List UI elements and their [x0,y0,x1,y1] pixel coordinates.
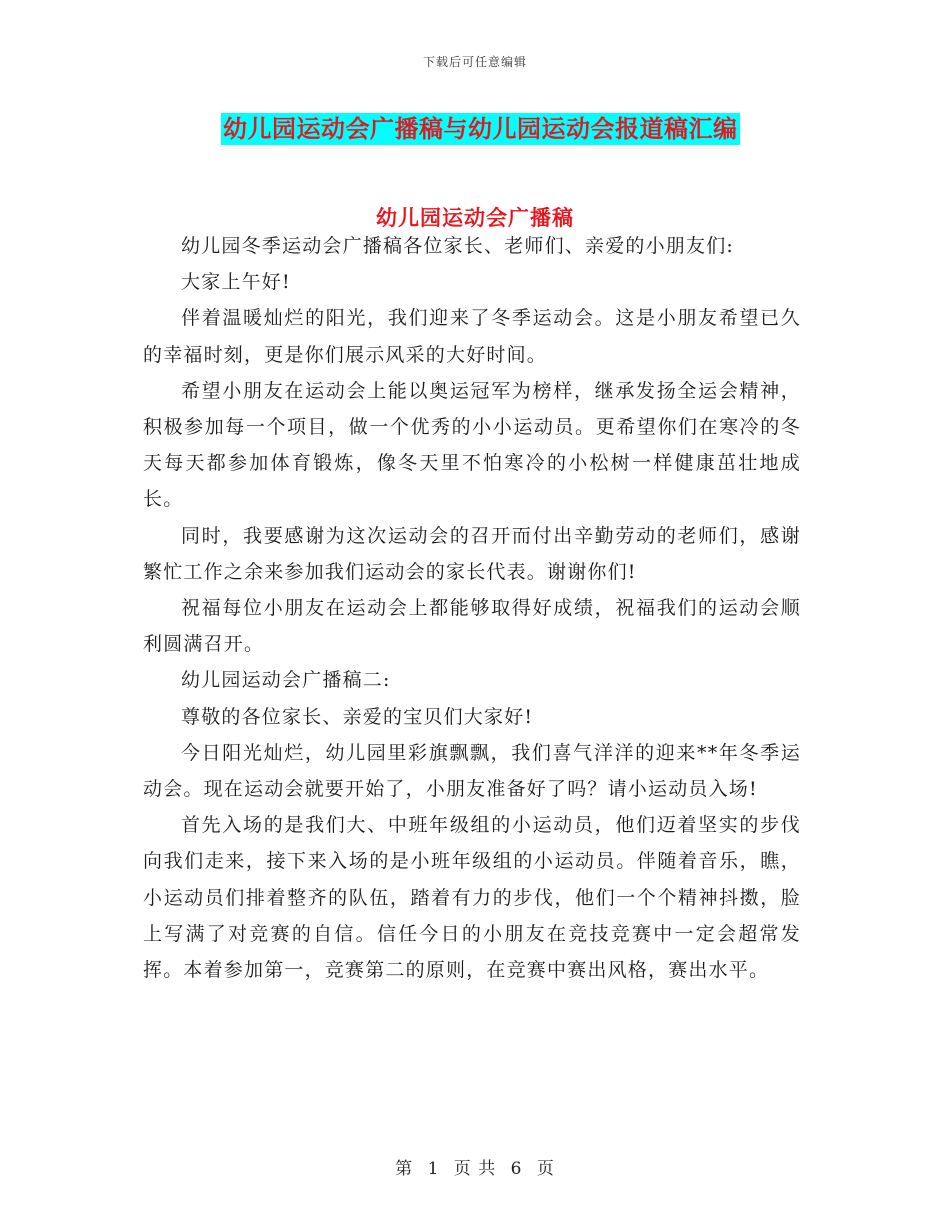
body-text [143,228,801,988]
paragraph: 首先入场的是我们大、中班年级组的小运动员，他们迈着坚实的步伐向我们走来，接下来入场的是小班年级组的小运动员。伴随着音乐，瞧，小运动员们排着整齐的队伍，踏着有力的步伐，他们一个个精神抖擞，脸上写满了对竞赛的自信。信任今日的小朋友在竞技竞赛中一定会超常发挥。本着参加第一，竞赛第二的原则，在竞赛中赛出风格，赛出水平。 [143,814,801,982]
page-number: 1 [427,1159,440,1179]
total-pages: 6 [510,1159,523,1179]
paragraph: 幼儿园运动会广播稿二: [181,669,391,692]
page-label-suffix: 页 [536,1159,555,1179]
paragraph: 伴着温暖灿烂的阳光，我们迎来了冬季运动会。这是小朋友希望已久的幸福时刻，更是你们展示风采的大好时间。 [143,307,801,366]
page-label-middle: 页 共 [453,1159,497,1179]
paragraph: 祝福每位小朋友在运动会上都能够取得好成绩，祝福我们的运动会顺利圆满召开。 [143,597,801,656]
section-title: 幼儿园运动会广播稿 [376,205,574,230]
paragraph: 大家上午好! [181,271,291,294]
paragraph: 同时，我要感谢为这次运动会的召开而付出辛勤劳动的老师们，感谢繁忙工作之余来参加我们运动会的家长代表。谢谢你们! [143,524,801,583]
page-label-prefix: 第 [395,1159,414,1179]
paragraph: 幼儿园冬季运动会广播稿各位家长、老师们、亲爱的小朋友们: [181,235,735,257]
paragraph: 希望小朋友在运动会上能以奥运冠军为榜样，继承发扬全运会精神，积极参加每一个项目，做一个优秀的小小运动员。更希望你们在寒冷的冬天每天都参加体育锻炼，像冬天里不怕寒冷的小松树一样健康茁壮地成长。 [143,379,801,511]
page-footer [0,1154,950,1179]
paragraph: 今日阳光灿烂，幼儿园里彩旗飘飘，我们喜气洋洋的迎来**年冬季运动会。现在运动会就要开始了，小朋友准备好了吗？请小运动员入场! [143,741,801,801]
document-title: 幼儿园运动会广播稿与幼儿园运动会报道稿汇编 [223,114,738,143]
paragraph: 尊敬的各位家长、亲爱的宝贝们大家好! [181,705,534,728]
header-note: 下载后可任意编辑 [422,55,527,69]
